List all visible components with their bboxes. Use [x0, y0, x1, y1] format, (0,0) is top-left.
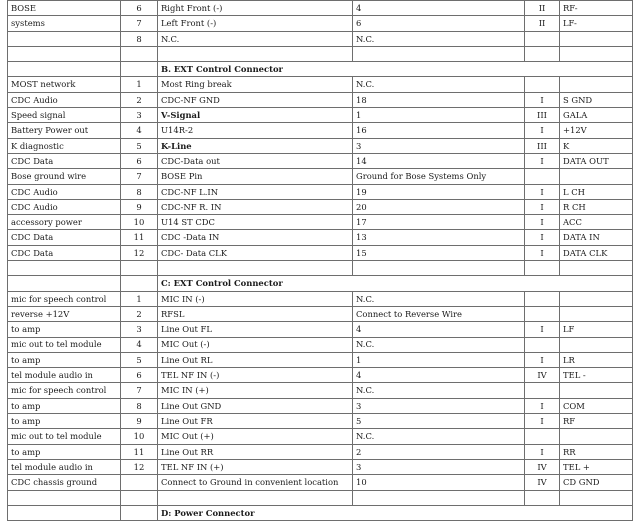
section-title: B. EXT Control Connector — [158, 62, 633, 77]
section-header-row — [8, 276, 633, 291]
connection-cell: 13 — [353, 230, 525, 245]
signal-name-cell: MIC Out (-) — [158, 337, 353, 352]
connection-cell: 3 — [353, 138, 525, 153]
pin-number-cell — [121, 475, 158, 490]
label-cell — [560, 429, 633, 444]
empty-cell — [121, 490, 158, 505]
label-cell: TEL + — [560, 459, 633, 474]
empty-cell — [8, 490, 121, 505]
pin-number-cell: 12 — [121, 245, 158, 260]
function-cell: to amp — [8, 352, 121, 367]
table-row — [8, 169, 633, 184]
empty-cell — [8, 46, 121, 61]
connector-cell — [525, 383, 560, 398]
signal-name-cell: U14R-2 — [158, 123, 353, 138]
table-row — [8, 368, 633, 383]
function-cell: CDC Audio — [8, 184, 121, 199]
pin-number-cell: 1 — [121, 291, 158, 306]
label-cell — [560, 31, 633, 46]
table-row — [8, 108, 633, 123]
empty-cell — [8, 62, 121, 77]
connection-cell: 1 — [353, 352, 525, 367]
function-cell: mic for speech control — [8, 291, 121, 306]
connection-cell: 20 — [353, 199, 525, 214]
table-row — [8, 475, 633, 490]
function-cell: CDC chassis ground — [8, 475, 121, 490]
empty-cell — [121, 46, 158, 61]
empty-cell — [121, 505, 158, 520]
empty-cell — [353, 490, 525, 505]
empty-cell — [158, 261, 353, 276]
connector-cell: I — [525, 398, 560, 413]
pin-number-cell: 6 — [121, 368, 158, 383]
connection-cell: 10 — [353, 475, 525, 490]
connector-cell: IV — [525, 459, 560, 474]
empty-cell — [525, 46, 560, 61]
table-row — [8, 92, 633, 107]
spacer-row — [8, 490, 633, 505]
function-cell: mic for speech control — [8, 383, 121, 398]
empty-cell — [8, 261, 121, 276]
label-cell — [560, 169, 633, 184]
table-row — [8, 31, 633, 46]
empty-cell — [560, 261, 633, 276]
signal-name-cell: Right Front (-) — [158, 1, 353, 16]
pin-number-cell: 9 — [121, 199, 158, 214]
connector-cell — [525, 31, 560, 46]
connection-cell: 5 — [353, 414, 525, 429]
pin-number-cell: 6 — [121, 153, 158, 168]
label-cell: COM — [560, 398, 633, 413]
signal-name-cell: V-Signal — [158, 108, 353, 123]
connector-cell: I — [525, 123, 560, 138]
signal-name-cell: RFSL — [158, 306, 353, 321]
pin-number-cell: 11 — [121, 230, 158, 245]
connector-cell: II — [525, 1, 560, 16]
pin-number-cell: 12 — [121, 459, 158, 474]
function-cell: CDC Data — [8, 245, 121, 260]
connector-cell — [525, 429, 560, 444]
function-cell: MOST network — [8, 77, 121, 92]
connector-cell — [525, 169, 560, 184]
empty-cell — [353, 261, 525, 276]
connector-cell — [525, 306, 560, 321]
pin-number-cell: 8 — [121, 184, 158, 199]
connection-cell: 4 — [353, 1, 525, 16]
connection-cell: 15 — [353, 245, 525, 260]
table-row — [8, 306, 633, 321]
pin-number-cell: 2 — [121, 306, 158, 321]
spacer-row — [8, 46, 633, 61]
function-cell: BOSE — [8, 1, 121, 16]
table-row — [8, 291, 633, 306]
function-cell — [8, 31, 121, 46]
pin-number-cell: 4 — [121, 123, 158, 138]
label-cell — [560, 291, 633, 306]
signal-name-cell: K-Line — [158, 138, 353, 153]
empty-cell — [121, 276, 158, 291]
label-cell: S GND — [560, 92, 633, 107]
label-cell: RF — [560, 414, 633, 429]
pin-number-cell: 1 — [121, 77, 158, 92]
table-row — [8, 230, 633, 245]
connector-cell: I — [525, 215, 560, 230]
signal-name-cell: Most Ring break — [158, 77, 353, 92]
signal-name-cell: CDC -Data IN — [158, 230, 353, 245]
signal-name-cell: CDC- Data CLK — [158, 245, 353, 260]
function-cell: to amp — [8, 322, 121, 337]
empty-cell — [121, 261, 158, 276]
label-cell: K — [560, 138, 633, 153]
table-row — [8, 215, 633, 230]
label-cell: CD GND — [560, 475, 633, 490]
signal-name-cell: TEL NF IN (-) — [158, 368, 353, 383]
empty-cell — [158, 46, 353, 61]
connection-cell: 16 — [353, 123, 525, 138]
label-cell: RF- — [560, 1, 633, 16]
connection-cell: 3 — [353, 459, 525, 474]
label-cell — [560, 77, 633, 92]
table-row — [8, 138, 633, 153]
signal-name-cell: Line Out RR — [158, 444, 353, 459]
function-cell: Bose ground wire — [8, 169, 121, 184]
table-row — [8, 398, 633, 413]
signal-name-cell: BOSE Pin — [158, 169, 353, 184]
section-title: D: Power Connector — [158, 505, 633, 520]
table-row — [8, 352, 633, 367]
table-row — [8, 337, 633, 352]
function-cell: to amp — [8, 444, 121, 459]
label-cell: +12V — [560, 123, 633, 138]
signal-name-cell: CDC-NF L.IN — [158, 184, 353, 199]
section-title: C: EXT Control Connector — [158, 276, 633, 291]
function-cell: CDC Data — [8, 230, 121, 245]
empty-cell — [8, 505, 121, 520]
connector-cell: I — [525, 322, 560, 337]
connector-cell — [525, 291, 560, 306]
connection-cell: N.C. — [353, 291, 525, 306]
function-cell: mic out to tel module — [8, 429, 121, 444]
connector-cell: I — [525, 444, 560, 459]
signal-name-cell: CDC-NF R. IN — [158, 199, 353, 214]
connection-cell: 14 — [353, 153, 525, 168]
function-cell: K diagnostic — [8, 138, 121, 153]
function-cell: systems — [8, 16, 121, 31]
table-row — [8, 77, 633, 92]
empty-cell — [8, 276, 121, 291]
connection-cell: 3 — [353, 398, 525, 413]
connection-cell: 17 — [353, 215, 525, 230]
function-cell: CDC Audio — [8, 92, 121, 107]
connector-cell: III — [525, 138, 560, 153]
pin-number-cell: 8 — [121, 31, 158, 46]
connection-cell: N.C. — [353, 77, 525, 92]
function-cell: to amp — [8, 398, 121, 413]
function-cell: tel module audio in — [8, 459, 121, 474]
label-cell — [560, 383, 633, 398]
pin-number-cell: 5 — [121, 138, 158, 153]
label-cell: RR — [560, 444, 633, 459]
pin-number-cell: 8 — [121, 398, 158, 413]
pin-number-cell: 6 — [121, 1, 158, 16]
table-row — [8, 383, 633, 398]
function-cell: CDC Data — [8, 153, 121, 168]
pin-number-cell: 9 — [121, 414, 158, 429]
label-cell: TEL - — [560, 368, 633, 383]
pin-assignment-table — [7, 0, 633, 521]
signal-name-cell: MIC Out (+) — [158, 429, 353, 444]
pin-number-cell: 3 — [121, 108, 158, 123]
signal-name-cell: Line Out RL — [158, 352, 353, 367]
table-row — [8, 414, 633, 429]
connector-cell: I — [525, 92, 560, 107]
connector-cell: I — [525, 230, 560, 245]
connection-cell: 4 — [353, 368, 525, 383]
connection-cell: N.C. — [353, 337, 525, 352]
function-cell: Speed signal — [8, 108, 121, 123]
connection-cell: 6 — [353, 16, 525, 31]
signal-name-cell: Line Out FL — [158, 322, 353, 337]
empty-cell — [525, 261, 560, 276]
table-row — [8, 1, 633, 16]
section-header-row — [8, 505, 633, 520]
spacer-row — [8, 261, 633, 276]
signal-name-cell: Connect to Ground in convenient location — [158, 475, 353, 490]
connection-cell: 19 — [353, 184, 525, 199]
connector-cell: I — [525, 199, 560, 214]
table-body — [8, 1, 633, 521]
connector-cell: I — [525, 245, 560, 260]
connection-cell: 4 — [353, 322, 525, 337]
pin-number-cell: 7 — [121, 16, 158, 31]
signal-name-cell: MIC IN (+) — [158, 383, 353, 398]
table-row — [8, 153, 633, 168]
connector-cell: I — [525, 184, 560, 199]
signal-name-cell: TEL NF IN (+) — [158, 459, 353, 474]
connection-cell: Ground for Bose Systems Only — [353, 169, 525, 184]
label-cell: DATA OUT — [560, 153, 633, 168]
empty-cell — [560, 46, 633, 61]
label-cell: GALA — [560, 108, 633, 123]
label-cell: DATA IN — [560, 230, 633, 245]
pin-number-cell: 2 — [121, 92, 158, 107]
function-cell: CDC Audio — [8, 199, 121, 214]
empty-cell — [353, 46, 525, 61]
connector-cell: I — [525, 352, 560, 367]
label-cell: ACC — [560, 215, 633, 230]
connection-cell: Connect to Reverse Wire — [353, 306, 525, 321]
pin-number-cell: 5 — [121, 352, 158, 367]
table-row — [8, 199, 633, 214]
connection-cell: N.C. — [353, 383, 525, 398]
function-cell: mic out to tel module — [8, 337, 121, 352]
section-header-row — [8, 62, 633, 77]
connection-cell: N.C. — [353, 429, 525, 444]
table-row — [8, 184, 633, 199]
empty-cell — [158, 490, 353, 505]
connector-cell: I — [525, 414, 560, 429]
connector-cell: II — [525, 16, 560, 31]
label-cell: LR — [560, 352, 633, 367]
empty-cell — [525, 490, 560, 505]
label-cell: L CH — [560, 184, 633, 199]
pin-number-cell: 10 — [121, 429, 158, 444]
label-cell: LF — [560, 322, 633, 337]
pin-number-cell: 3 — [121, 322, 158, 337]
signal-name-cell: CDC-NF GND — [158, 92, 353, 107]
connection-cell: 18 — [353, 92, 525, 107]
connector-cell — [525, 77, 560, 92]
label-cell: DATA CLK — [560, 245, 633, 260]
table-row — [8, 16, 633, 31]
table-row — [8, 444, 633, 459]
empty-cell — [560, 490, 633, 505]
signal-name-cell: U14 ST CDC — [158, 215, 353, 230]
table-row — [8, 429, 633, 444]
connector-cell: IV — [525, 475, 560, 490]
signal-name-cell: Line Out GND — [158, 398, 353, 413]
signal-name-cell: CDC-Data out — [158, 153, 353, 168]
pin-number-cell: 11 — [121, 444, 158, 459]
connector-cell: I — [525, 153, 560, 168]
connection-cell: N.C. — [353, 31, 525, 46]
connector-cell — [525, 337, 560, 352]
table-row — [8, 459, 633, 474]
connection-cell: 1 — [353, 108, 525, 123]
label-cell — [560, 337, 633, 352]
pin-number-cell: 4 — [121, 337, 158, 352]
function-cell: tel module audio in — [8, 368, 121, 383]
function-cell: reverse +12V — [8, 306, 121, 321]
function-cell: to amp — [8, 414, 121, 429]
connector-cell: III — [525, 108, 560, 123]
signal-name-cell: Left Front (-) — [158, 16, 353, 31]
connection-cell: 2 — [353, 444, 525, 459]
pin-number-cell: 10 — [121, 215, 158, 230]
connector-cell: IV — [525, 368, 560, 383]
function-cell: accessory power — [8, 215, 121, 230]
function-cell: Battery Power out — [8, 123, 121, 138]
signal-name-cell: MIC IN (-) — [158, 291, 353, 306]
pin-number-cell: 7 — [121, 383, 158, 398]
label-cell: R CH — [560, 199, 633, 214]
pin-number-cell: 7 — [121, 169, 158, 184]
signal-name-cell: N.C. — [158, 31, 353, 46]
label-cell — [560, 306, 633, 321]
signal-name-cell: Line Out FR — [158, 414, 353, 429]
empty-cell — [121, 62, 158, 77]
table-row — [8, 123, 633, 138]
label-cell: LF- — [560, 16, 633, 31]
table-row — [8, 245, 633, 260]
table-row — [8, 322, 633, 337]
